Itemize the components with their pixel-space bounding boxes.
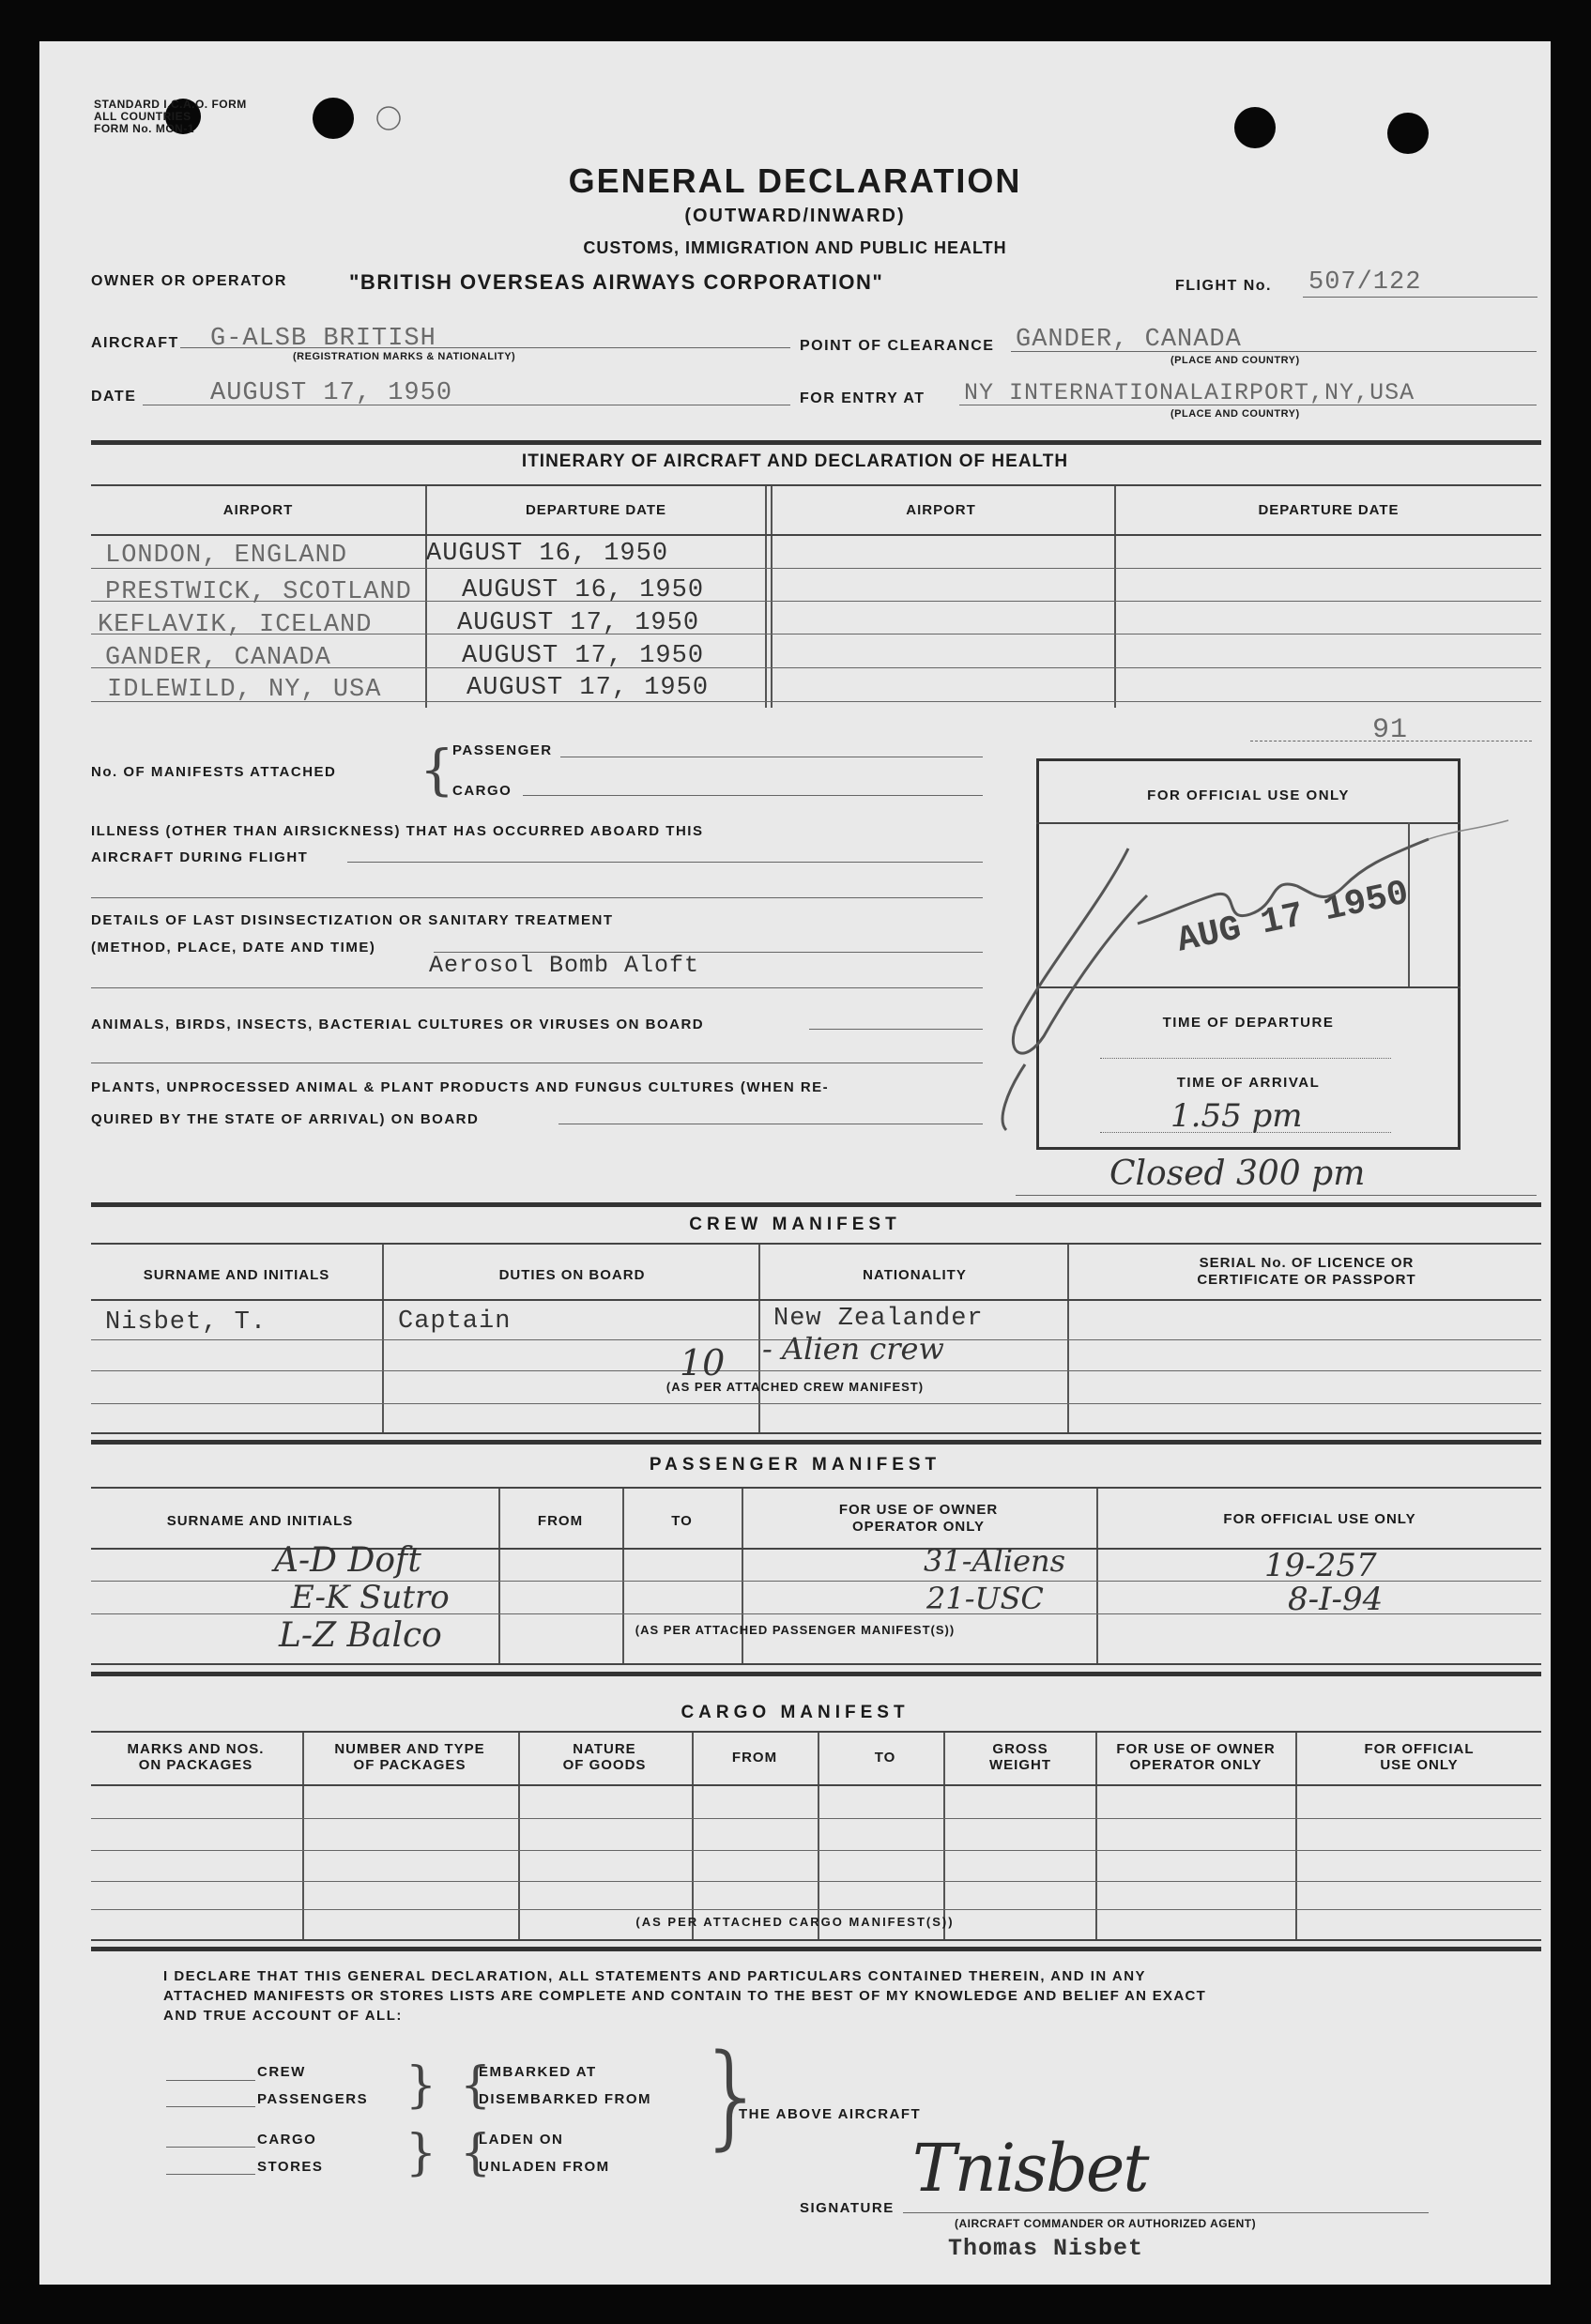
animals-label: ANIMALS, BIRDS, INSECTS, BACTERIAL CULTURES OR VIRUSES ON BOARD — [91, 1017, 705, 1032]
crew-col-nationality: NATIONALITY — [863, 1267, 967, 1283]
aircraft-value: G-ALSB BRITISH — [210, 325, 436, 353]
plants-line-1: PLANTS, UNPROCESSED ANIMAL & PLANT PRODUCTS AND FUNGUS CULTURES (WHEN RE- — [91, 1079, 830, 1095]
arrival-time-label: TIME OF ARRIVAL — [1176, 1075, 1321, 1091]
decl-laden: LADEN ON — [479, 2132, 564, 2148]
passenger-col-from: FROM — [537, 1513, 584, 1529]
crew-duty: Captain — [398, 1307, 512, 1336]
cargo-col-marks-2: ON PACKAGES — [138, 1757, 253, 1773]
brace-3: { — [460, 2057, 492, 2114]
declaration-line-1: I DECLARE THAT THIS GENERAL DECLARATION, ALL STATEMENTS AND PARTICULARS CONTAINED THEREIN, AND IN ANY — [163, 1968, 1147, 1984]
passenger-owner-1: 31-Aliens — [924, 1543, 1066, 1579]
itinerary-date-2: AUGUST 16, 1950 — [462, 576, 705, 604]
passenger-footer: (AS PER ATTACHED PASSENGER MANIFEST(S)) — [635, 1623, 956, 1637]
decl-passengers: PASSENGERS — [257, 2091, 369, 2107]
cargo-col-nature-2: OF GOODS — [562, 1757, 647, 1773]
clearance-value: GANDER, CANADA — [1016, 326, 1242, 354]
closed-note: Closed 300 pm — [1109, 1154, 1366, 1193]
entry-value: NY INTERNATIONALAIRPORT,NY,USA — [964, 379, 1415, 406]
cargo-col-from: FROM — [731, 1750, 778, 1766]
manifests-brace: { — [420, 738, 454, 802]
brace-big: } — [696, 2031, 769, 2162]
itinerary-col-airport-1: AIRPORT — [222, 502, 294, 518]
date-stamp: AUG 17 1950 — [1173, 873, 1413, 962]
aircraft-label: AIRCRAFT — [91, 335, 179, 351]
passenger-official-2: 8-I-94 — [1288, 1581, 1384, 1618]
official-signature — [987, 783, 1513, 1139]
illness-line-1: ILLNESS (OTHER THAN AIRSICKNESS) THAT HAS OCCURRED ABOARD THIS — [91, 823, 704, 839]
plants-line-2: QUIRED BY THE STATE OF ARRIVAL) ON BOARD — [91, 1111, 480, 1127]
passenger-col-owner-2: OPERATOR ONLY — [851, 1519, 986, 1535]
signature-handwriting: Tnisbet — [912, 2130, 1148, 2207]
disinsect-line-1: DETAILS OF LAST DISINSECTIZATION OR SANITARY TREATMENT — [91, 912, 614, 928]
official-number: 91 — [1372, 714, 1409, 746]
punch-hole — [1387, 113, 1429, 154]
itinerary-title: ITINERARY OF AIRCRAFT AND DECLARATION OF HEALTH — [521, 451, 1069, 471]
page-subtitle: (OUTWARD/INWARD) — [684, 206, 906, 226]
cargo-col-nature-1: NATURE — [573, 1741, 636, 1757]
passenger-label: PASSENGER — [452, 742, 553, 758]
cargo-col-official-1: FOR OFFICIAL — [1364, 1741, 1475, 1757]
itinerary-date-3: AUGUST 17, 1950 — [457, 609, 700, 637]
crew-col-serial-2: CERTIFICATE OR PASSPORT — [1197, 1272, 1416, 1288]
itinerary-airport-4: GANDER, CANADA — [105, 644, 331, 672]
passenger-col-owner-1: FOR USE OF OWNER — [838, 1502, 999, 1518]
cargo-col-owner-2: OPERATOR ONLY — [1129, 1757, 1262, 1773]
departure-time-label: TIME OF DEPARTURE — [1162, 1015, 1335, 1031]
signer-name: Thomas Nisbet — [948, 2235, 1144, 2262]
passenger-col-to: TO — [671, 1513, 693, 1529]
date-label: DATE — [91, 389, 137, 405]
owner-label: OWNER OR OPERATOR — [91, 273, 287, 289]
corner-line-3: FORM No. MON-1 — [94, 122, 194, 135]
page-subtitle-2: CUSTOMS, IMMIGRATION AND PUBLIC HEALTH — [583, 238, 1007, 257]
signature-sub: (AIRCRAFT COMMANDER OR AUTHORIZED AGENT) — [955, 2217, 1257, 2230]
declaration-line-3: AND TRUE ACCOUNT OF ALL: — [163, 2008, 403, 2024]
itinerary-airport-2: PRESTWICK, SCOTLAND — [105, 578, 412, 606]
passenger-official-1: 19-257 — [1264, 1547, 1377, 1584]
cargo-col-to: TO — [874, 1750, 896, 1766]
cargo-col-number-1: NUMBER AND TYPE — [334, 1741, 485, 1757]
declaration-form — [39, 41, 1551, 2285]
brace-4: { — [460, 2125, 492, 2181]
date-value: AUGUST 17, 1950 — [210, 379, 453, 407]
page-title: GENERAL DECLARATION — [568, 161, 1022, 200]
corner-line-1: STANDARD I.C.A.O. FORM — [94, 98, 247, 111]
signature-label: SIGNATURE — [800, 2200, 895, 2216]
decl-crew: CREW — [257, 2064, 306, 2080]
brace-1: } — [405, 2057, 437, 2114]
itinerary-col-departure-2: DEPARTURE DATE — [1258, 502, 1400, 518]
passenger-hw-3: L-Z Balco — [279, 1616, 442, 1655]
owner-value: "BRITISH OVERSEAS AIRWAYS CORPORATION" — [349, 270, 884, 294]
entry-sub: (PLACE AND COUNTRY) — [1170, 408, 1300, 420]
decl-stores: STORES — [257, 2159, 324, 2175]
itinerary-col-airport-2: AIRPORT — [906, 502, 976, 518]
cargo-col-official-2: USE ONLY — [1380, 1757, 1459, 1773]
entry-label: FOR ENTRY AT — [800, 390, 926, 406]
corner-line-2: ALL COUNTRIES — [94, 110, 191, 123]
cargo-footer: (AS PER ATTACHED CARGO MANIFEST(S)) — [635, 1915, 955, 1929]
illness-line-2: AIRCRAFT DURING FLIGHT — [91, 849, 309, 865]
union-label-stamp — [377, 107, 400, 130]
cargo-label: CARGO — [452, 783, 512, 799]
itinerary-airport-5: IDLEWILD, NY, USA — [107, 676, 382, 704]
declaration-line-2: ATTACHED MANIFESTS OR STORES LISTS ARE COMPLETE AND CONTAIN TO THE BEST OF MY KNOWLEDGE AND BELIEF AN EXACT — [163, 1988, 1207, 2004]
crew-nationality: New Zealander — [773, 1305, 984, 1333]
disinsect-value: Aerosol Bomb Aloft — [429, 952, 700, 979]
punch-holes — [39, 41, 1551, 229]
itinerary-col-departure-1: DEPARTURE DATE — [525, 502, 667, 518]
crew-col-serial-1: SERIAL No. OF LICENCE OR — [1199, 1255, 1415, 1271]
crew-footer: (AS PER ATTACHED CREW MANIFEST) — [665, 1380, 925, 1394]
disinsect-line-2: (METHOD, PLACE, DATE AND TIME) — [91, 940, 376, 956]
crew-alien-note: - Alien crew — [762, 1331, 944, 1367]
crew-count-note: 10 — [680, 1342, 726, 1384]
cargo-col-marks-1: MARKS AND NOS. — [127, 1741, 265, 1757]
itinerary-date-1: AUGUST 16, 1950 — [426, 540, 669, 568]
crew-col-duties: DUTIES ON BOARD — [498, 1267, 646, 1283]
decl-disembarked: DISEMBARKED FROM — [479, 2091, 651, 2107]
manifests-label: No. OF MANIFESTS ATTACHED — [91, 764, 337, 780]
cargo-col-number-2: OF PACKAGES — [353, 1757, 467, 1773]
decl-above-aircraft: THE ABOVE AIRCRAFT — [739, 2106, 922, 2122]
arrival-time-value: 1.55 pm — [1170, 1097, 1303, 1135]
crew-name: Nisbet, T. — [105, 1308, 268, 1337]
punch-hole — [1234, 107, 1276, 148]
cargo-title: CARGO MANIFEST — [681, 1703, 910, 1722]
aircraft-sub: (REGISTRATION MARKS & NATIONALITY) — [293, 351, 516, 362]
itinerary-date-5: AUGUST 17, 1950 — [467, 674, 710, 702]
crew-title: CREW MANIFEST — [689, 1215, 901, 1234]
passenger-owner-2: 21-USC — [926, 1581, 1044, 1616]
passenger-hw-2: E-K Sutro — [291, 1579, 450, 1616]
decl-unladen: UNLADEN FROM — [479, 2159, 610, 2175]
itinerary-date-4: AUGUST 17, 1950 — [462, 642, 705, 670]
passenger-title: PASSENGER MANIFEST — [649, 1455, 941, 1475]
clearance-sub: (PLACE AND COUNTRY) — [1170, 355, 1300, 366]
decl-cargo: CARGO — [257, 2132, 317, 2148]
passenger-hw-1: A-D Doft — [274, 1541, 421, 1580]
passenger-col-official: FOR OFFICIAL USE ONLY — [1223, 1511, 1416, 1527]
brace-2: } — [405, 2125, 437, 2181]
punch-hole — [313, 98, 354, 139]
itinerary-airport-3: KEFLAVIK, ICELAND — [98, 611, 373, 639]
flight-number: 507/122 — [1308, 268, 1422, 297]
clearance-label: POINT OF CLEARANCE — [800, 338, 995, 354]
itinerary-airport-1: LONDON, ENGLAND — [105, 542, 348, 570]
cargo-col-owner-1: FOR USE OF OWNER — [1116, 1741, 1276, 1757]
flight-label: FLIGHT No. — [1175, 278, 1272, 294]
cargo-col-gross-2: WEIGHT — [989, 1757, 1051, 1773]
decl-embarked: EMBARKED AT — [479, 2064, 597, 2080]
cargo-col-gross-1: GROSS — [992, 1741, 1048, 1757]
official-box-title: FOR OFFICIAL USE ONLY — [1147, 787, 1350, 803]
crew-col-surname: SURNAME AND INITIALS — [143, 1267, 330, 1283]
passenger-col-surname: SURNAME AND INITIALS — [166, 1513, 354, 1529]
